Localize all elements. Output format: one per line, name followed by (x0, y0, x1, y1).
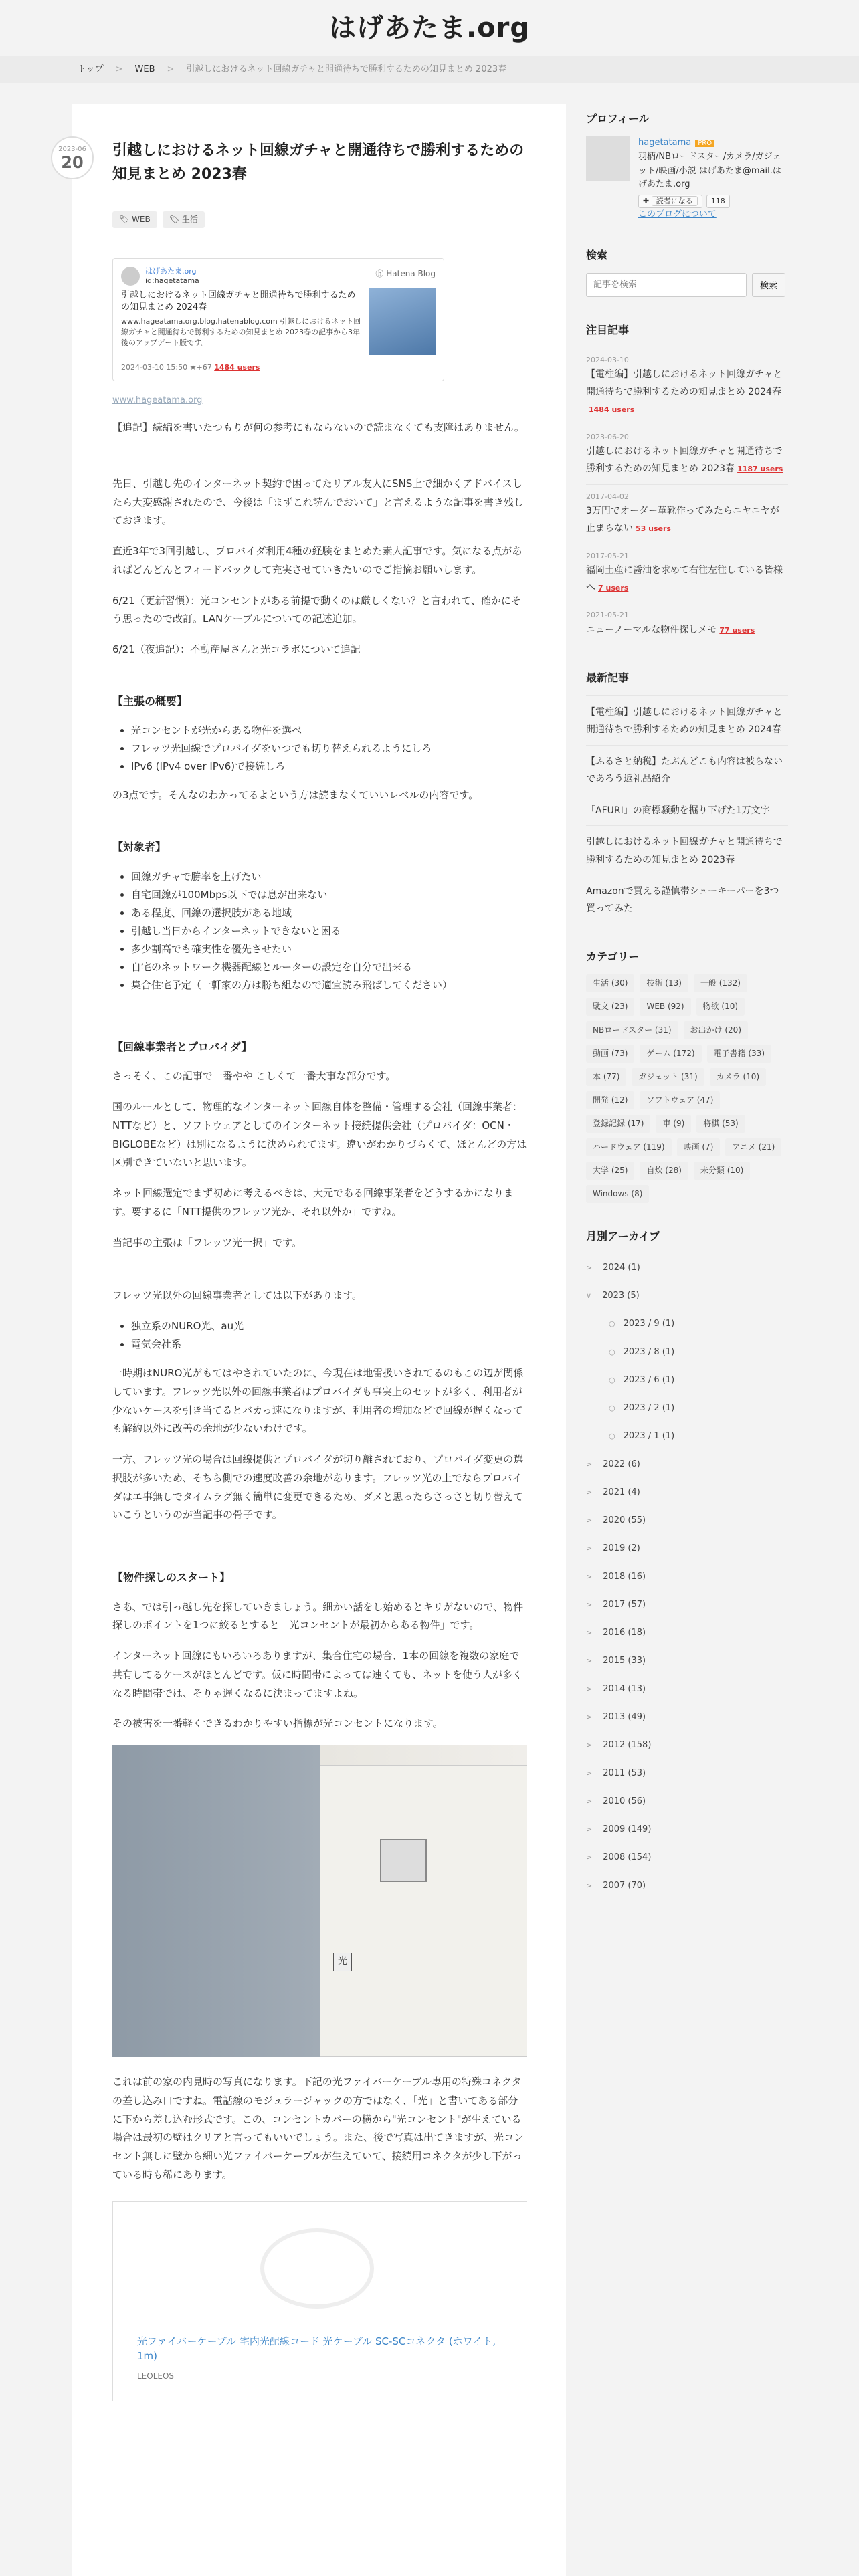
list-item[interactable] (586, 348, 788, 425)
paragraph: ネット回線選定でまず初めに考えるべきは、大元である回線事業者をどうするかになります。要するに「NTT提供のフレッツ光か、それ以外か」ですね。 (112, 1187, 514, 1218)
chevron-right-icon[interactable]: > (586, 1544, 593, 1553)
entry-body (112, 419, 527, 2401)
item-title[interactable]: 【電柱編】引越しにおけるネット回線ガチャと開通待ちで勝利するための知見まとめ 2024春 (586, 368, 783, 398)
heading-start: 【物件探しのスタート】 (112, 1571, 231, 1584)
category-tag[interactable]: 自炊 (28) (640, 1162, 688, 1180)
item-title[interactable]: 福岡土産に醤油を求めて右往左往している皆様へ (586, 564, 783, 594)
circle-icon: ○ (609, 1319, 615, 1329)
chevron-right-icon[interactable]: > (586, 1685, 593, 1694)
latest-heading: 最新記事 (586, 671, 630, 685)
latest-item[interactable]: 【電柱編】引越しにおけるネット回線ガチャと開通待ちで勝利するための知見まとめ 2024春 (586, 707, 783, 736)
paragraph: の3点です。そんなのわかってるよという方は読まなくていいレベルの内容です。 (112, 789, 479, 802)
list-item[interactable] (586, 603, 788, 645)
category-tag[interactable]: 本 (77) (586, 1068, 626, 1086)
item-date: 2017-04-02 (586, 492, 629, 501)
card-site: はげあたま.org (145, 267, 197, 276)
card-user: id:hagetatama (145, 276, 199, 285)
breadcrumb: トップ > WEB > 引越しにおけるネット回線ガチャと開通待ちで勝利するための知見まとめ 2023春 (0, 56, 859, 83)
chevron-down-icon[interactable]: ∨ (586, 1291, 592, 1301)
item-users[interactable]: 1187 users (737, 465, 783, 474)
chevron-right-icon[interactable]: > (586, 1881, 593, 1891)
category-tag[interactable]: アニメ (21) (725, 1138, 781, 1156)
archive-year-label[interactable]: 2008 (154) (603, 1852, 652, 1863)
category-tag[interactable]: カメラ (10) (710, 1068, 766, 1086)
paragraph: 先日、引越し先のインターネット契約で困ってたリアル友人にSNS上で細かくアドバイスしたら大変感謝されたので、今後は「まずこれ読んでおいて」と言えるような記事を書き残しておきます。 (112, 477, 524, 527)
avatar (121, 267, 140, 286)
archive-year[interactable] (586, 1563, 788, 1591)
archive-year-label[interactable]: 2009 (149) (603, 1824, 652, 1835)
search-button[interactable]: 検索 (752, 273, 785, 297)
chevron-right-icon[interactable]: > (586, 1516, 593, 1525)
latest-section (586, 669, 788, 924)
category-list (586, 974, 788, 1203)
site-header (0, 0, 859, 56)
archive-section (586, 1227, 788, 1900)
archive-year-label[interactable]: 2014 (13) (603, 1684, 646, 1695)
paragraph: その被害を一番軽くできるわかりやすい指標が光コンセントになります。 (112, 1717, 443, 1730)
paragraph: これは前の家の内見時の写真になります。下記の光ファイバーケーブル専用の特殊コネクタの差し込み口ですね。電話線のモジュラージャックの方ではなく、「光」と書いてある部分に下から差し込む形式です。この、コンセントカバーの横から"光コンセント"が生えている場合は最初の壁はクリアと言ってもいいでしょう。また、後で写真は出てきますが、光コンセント無しに壁から細い光ファイバーケーブルが生えていて、接続用コネクタが少し下がっている時も稀にあります。 (112, 2076, 524, 2181)
archive-year[interactable] (586, 1254, 788, 1282)
archive-year[interactable] (586, 1816, 788, 1844)
category-tag[interactable]: 開発 (12) (586, 1091, 634, 1109)
cable-image (260, 2228, 374, 2309)
item-users[interactable]: 53 users (636, 524, 671, 534)
circle-icon: ○ (609, 1404, 615, 1413)
list-item: • 光コンセントが光からある物件を選べ (131, 722, 527, 740)
profile-desc: 羽柄/NBロードスター/カメラ/ガジェット/映画/小説 はげあたま@mail.はげあたま.org (638, 151, 781, 190)
paragraph: フレッツ光以外の回線事業者としては以下があります。 (112, 1289, 363, 1302)
date-day: 20 (61, 153, 84, 172)
archive-month[interactable] (586, 1338, 788, 1366)
category-tag[interactable]: 一般 (132) (694, 974, 747, 992)
paragraph: 一時期はNURO光がもてはやされていたのに、今現在は地雷扱いされてるのもこの辺が関係しています。フレッツ光以外の回線事業者はプロバイダも事実上のセットが多く、利用者が少ないケースを引き当てるとバカっ速になりますが、利用者の増加などで回線が遅くなっても解約以外に改善の余地が少ないわけです。 (112, 1367, 524, 1435)
category-tag[interactable]: お出かけ (20) (684, 1021, 748, 1039)
archive-year-label[interactable]: 2012 (158) (603, 1740, 652, 1751)
circle-icon: ○ (609, 1432, 615, 1441)
archive-year-label[interactable]: 2010 (56) (603, 1796, 646, 1807)
optical-label: 光 (333, 1953, 352, 1971)
follow-button[interactable]: ✚ 読者になる (638, 195, 702, 208)
site-title[interactable]: はげあたま.org (328, 13, 531, 43)
category-tag[interactable]: ガジェット (31) (632, 1068, 704, 1086)
profile-heading: プロフィール (586, 112, 650, 125)
archive-month-label[interactable]: 2023 / 2 (1) (623, 1403, 675, 1414)
category-heading: カテゴリー (586, 950, 640, 964)
chevron-right-icon[interactable]: > (586, 1825, 593, 1834)
paragraph: インターネット回線にもいろいろありますが、集合住宅の場合、1本の回線を複数の家庭で共有してるケースがほとんどです。仮に時間帯によっては速くても、ネットを使う人が多くなる時間帯では、そりゃ遅くなるに決まってますよね。 (112, 1650, 523, 1699)
paragraph: 直近3年で3回引越し、プロバイダ利用4種の経験をまとめた素人記事です。気になる点があればどんどんとフィードバックして充実させていきたいのでご指摘お願いします。 (112, 545, 522, 576)
archive-year[interactable] (586, 1535, 788, 1563)
latest-item[interactable]: 【ふるさと納税】たぶんどこも内容は被らないであろう返礼品紹介 (586, 756, 783, 784)
card-thumbnail (369, 288, 436, 355)
chevron-right-icon[interactable]: > (586, 1741, 593, 1750)
breadcrumb-top[interactable]: トップ (78, 64, 104, 74)
pro-badge: PRO (695, 140, 714, 147)
circle-icon: ○ (609, 1348, 615, 1357)
source-link[interactable]: www.hageatama.org (112, 395, 203, 405)
sidebar (586, 110, 788, 1924)
optical-jack (380, 1839, 427, 1882)
product-brand: LEOLEOS (137, 2371, 175, 2381)
list-item[interactable] (586, 425, 788, 484)
archive-year[interactable] (586, 1872, 788, 1900)
latest-item[interactable]: 引越しにおけるネット回線ガチャと開通待ちで勝利するための知見まとめ 2023春 (586, 837, 783, 865)
archive-year-label[interactable]: 2017 (57) (603, 1600, 646, 1610)
chevron-right-icon[interactable]: > (586, 1460, 593, 1469)
archive-year-label[interactable]: 2018 (16) (603, 1572, 646, 1582)
archive-year-label[interactable]: 2007 (70) (603, 1881, 646, 1891)
chevron-right-icon[interactable]: > (586, 1600, 593, 1610)
card-date: 2024-03-10 15:50 ★+67 (121, 362, 212, 372)
item-users[interactable]: 1484 users (589, 405, 635, 415)
category-tag[interactable]: 未分類 (10) (694, 1162, 750, 1180)
list-item[interactable] (586, 544, 788, 603)
archive-year[interactable] (586, 1703, 788, 1731)
product-title[interactable]: 光ファイバーケーブル 宅内光配線コード 光ケーブル SC-SCコネクタ (ホワイト, 1m) (137, 2335, 496, 2363)
tag-label: 生活 (181, 215, 198, 224)
category-tag[interactable]: ソフトウェア (47) (640, 1091, 720, 1109)
category-tag[interactable]: 物欲 (10) (696, 998, 745, 1016)
item-users[interactable]: 77 users (719, 625, 755, 635)
archive-month[interactable] (586, 1310, 788, 1338)
archive-year[interactable] (586, 1619, 788, 1647)
list-item: • 集合住宅予定（一軒家の方は勝ち組なので適宜読み飛ばしてください） (131, 976, 527, 994)
item-date: 2023-06-20 (586, 432, 629, 441)
category-tag[interactable]: 電子書籍 (33) (707, 1045, 771, 1063)
chevron-right-icon[interactable]: > (586, 1572, 593, 1582)
item-title[interactable]: 3万円でオーダー革靴作ってみたらニヤニヤが止まらない (586, 506, 779, 534)
card-meta (121, 361, 260, 374)
category-tag[interactable]: 生活 (30) (586, 974, 634, 992)
archive-year-label[interactable]: 2023 (5) (602, 1291, 640, 1301)
archive-year[interactable] (586, 1844, 788, 1872)
archive-month-label[interactable]: 2023 / 1 (1) (623, 1431, 675, 1442)
archive-year[interactable] (586, 1591, 788, 1619)
item-title[interactable]: ニューノーマルな物件探しメモ (586, 624, 717, 635)
archive-month[interactable] (586, 1394, 788, 1422)
heading-target: 【対象者】 (112, 841, 167, 854)
paragraph: 6/21（更新習慣）：光コンセントがある前提で動くのは厳しくない？と言われて、確かにそう思ったので改訂。LANケーブルについての記述追加。 (112, 594, 521, 625)
chevron-right-icon[interactable]: > (586, 1713, 593, 1722)
paragraph: 6/21（夜追記）：不動産屋さんと光コラボについて追記 (112, 643, 361, 655)
paragraph: 【追記】続編を書いたつもりが何の参考にもならないので読まなくても支障はありません。 (112, 421, 524, 433)
date-badge (51, 136, 94, 179)
category-tag[interactable]: 映画 (7) (677, 1138, 721, 1156)
list-item: • 回線ガチャで勝率を上げたい (131, 868, 527, 886)
list-item[interactable] (586, 484, 788, 544)
date-year: 2023-06 (58, 146, 86, 153)
archive-year[interactable] (586, 1788, 788, 1816)
heading-isp: 【回線事業者とプロバイダ】 (112, 1040, 252, 1053)
chevron-right-icon[interactable]: > (586, 1263, 593, 1273)
target-list (112, 868, 527, 994)
search-heading: 検索 (586, 248, 608, 261)
category-tag[interactable]: ゲーム (172) (640, 1045, 701, 1063)
tag-label: WEB (132, 215, 151, 224)
archive-year-label[interactable]: 2019 (2) (603, 1543, 640, 1554)
category-tag[interactable]: 将棋 (53) (696, 1115, 745, 1133)
paragraph: 当記事の主張は「フレッツ光一択」です。 (112, 1236, 302, 1249)
hatena-blog-logo: ⓗ Hatena Blog (375, 269, 436, 278)
latest-item[interactable]: 「AFURI」の商標騒動を掘り下げた1万文字 (586, 805, 770, 817)
category-tag[interactable]: 大学 (25) (586, 1162, 634, 1180)
archive-year[interactable] (586, 1675, 788, 1703)
archive-month-label[interactable]: 2023 / 9 (1) (623, 1319, 675, 1329)
archive-month[interactable] (586, 1366, 788, 1394)
breadcrumb-current: 引越しにおけるネット回線ガチャと開通待ちで勝利するための知見まとめ 2023春 (186, 64, 507, 74)
list-item: • 引越し当日からインターネットできないと困る (131, 922, 527, 940)
paragraph: 国のルールとして、物理的なインターネット回線自体を整備・管理する会社（回線事業者：NTTなど）と、ソフトウェアとしてのインターネット接続提供会社（プロバイダ：OCN・BIGLOBEなど）は別になるように決められてます。違いがわかりづらくて、ほとんどの方は区別できていないと思います。 (112, 1101, 527, 1169)
archive-year-label[interactable]: 2011 (53) (603, 1768, 646, 1779)
category-tag[interactable]: WEB (92) (640, 998, 690, 1016)
chevron-right-icon[interactable]: > (586, 1628, 593, 1638)
search-input[interactable] (586, 273, 747, 297)
latest-item[interactable]: Amazonで買える謹慎帯シューキーパーを3つ買ってみた (586, 885, 779, 915)
profile-image[interactable] (586, 136, 630, 181)
product-card[interactable] (112, 2201, 527, 2401)
archive-year-label[interactable]: 2015 (33) (603, 1656, 646, 1667)
chevron-right-icon[interactable]: > (586, 1797, 593, 1806)
item-date: 2021-05-21 (586, 611, 629, 620)
heading-summary: 【主張の概要】 (112, 694, 188, 708)
archive-year-label[interactable]: 2021 (4) (603, 1487, 640, 1498)
archive-heading: 月別アーカイブ (586, 1230, 660, 1243)
item-date: 2017-05-21 (586, 551, 629, 560)
breadcrumb-web[interactable]: WEB (134, 64, 155, 74)
item-date: 2024-03-10 (586, 355, 629, 364)
tag-web[interactable]: 🏷 WEB (112, 211, 157, 228)
circle-icon: ○ (609, 1376, 615, 1385)
category-section (586, 948, 788, 1203)
archive-year-label[interactable]: 2022 (6) (603, 1459, 640, 1470)
blog-card[interactable] (112, 258, 444, 381)
paragraph: さっそく、この記事で一番やや こしくて一番大事な部分です。 (112, 1070, 396, 1083)
summary-list (112, 722, 527, 776)
search-section (586, 246, 788, 297)
chevron-right-icon[interactable]: > (586, 1656, 593, 1666)
category-tag[interactable]: 車 (9) (656, 1115, 691, 1133)
paragraph: 一方、フレッツ光の場合は回線提供とプロバイダが切り離されており、プロバイダ変更の選択肢が多いため、そちら側での速度改善の余地があります。フレッツ光の上でならプロバイダはエ事無しでタイムラグ無く簡単に変更できるため、ダメと思ったらさっさと切り替えていこうというのが当記事の骨子です。 (112, 1453, 524, 1521)
entry-title[interactable]: 引越しにおけるネット回線ガチャと開通待ちで勝利するための知見まとめ 2023春 (112, 142, 524, 183)
tag-life[interactable]: 🏷 生活 (163, 211, 205, 228)
list-item: • 自宅のネットワーク機器配線とルーターの設定を自分で出来る (131, 958, 527, 976)
list-item: • 自宅回線が100Mbps以下では息が出来ない (131, 886, 527, 904)
archive-year[interactable] (586, 1759, 788, 1788)
archive-month-label[interactable]: 2023 / 8 (1) (623, 1347, 675, 1358)
archive-year[interactable] (586, 1647, 788, 1675)
hatena-label: Hatena Blog (386, 269, 436, 278)
archive-list (586, 1254, 788, 1900)
card-title: 引越しにおけるネット回線ガチャと開通待ちで勝利するための知見まとめ 2024春 (121, 290, 356, 312)
chevron-right-icon[interactable]: > (586, 1853, 593, 1862)
follower-count: 118 (706, 195, 730, 208)
featured-heading: 注目記事 (586, 323, 630, 336)
archive-year[interactable] (586, 1282, 788, 1310)
category-tag[interactable]: 駄文 (23) (586, 998, 634, 1016)
category-tag[interactable]: Windows (8) (586, 1185, 649, 1203)
article (58, 104, 566, 2576)
card-users[interactable]: 1484 users (214, 362, 260, 372)
outlet-plate (320, 1765, 527, 2057)
outlet-photo (112, 1745, 527, 2057)
profile-id[interactable]: hagetatama (638, 138, 692, 148)
list-item: • 電気会社系 (131, 1335, 527, 1354)
archive-year-label[interactable]: 2016 (18) (603, 1628, 646, 1638)
others-list (112, 1317, 527, 1354)
archive-year[interactable] (586, 1731, 788, 1759)
follow-label: 読者になる (652, 196, 698, 206)
chevron-right-icon[interactable]: > (586, 1769, 593, 1778)
list-item: • フレッツ光回線でプロバイダをいつでも切り替えられるようにしろ (131, 740, 527, 758)
archive-month-label[interactable]: 2023 / 6 (1) (623, 1375, 675, 1386)
paragraph: さあ、では引っ越し先を探していきましょう。細かい話をし始めるとキリがないので、物件探しのポイントを1つに絞るとすると「光コンセントが最初からある物件」です。 (112, 1600, 524, 1632)
category-tag[interactable]: 技術 (13) (640, 974, 688, 992)
archive-year-label[interactable]: 2013 (49) (603, 1712, 646, 1723)
category-tag[interactable]: NBロードスター (31) (586, 1021, 678, 1039)
featured-section (586, 321, 788, 645)
entry-tags (112, 211, 205, 228)
archive-year[interactable] (586, 1451, 788, 1479)
about-link[interactable]: このブログについて (638, 209, 717, 219)
list-item: • 独立系のNURO光、au光 (131, 1317, 527, 1335)
card-desc: www.hageatama.org.blog.hatenablog.com 引越しにおけるネット回線ガチャと開通待ちで勝利するための知見まとめ 2023春の記事から3年後のアップデート版です。 (121, 317, 361, 347)
archive-year[interactable] (586, 1479, 788, 1507)
chevron-right-icon[interactable]: > (586, 1488, 593, 1497)
category-tag[interactable]: ハードウェア (119) (586, 1138, 672, 1156)
archive-year[interactable] (586, 1507, 788, 1535)
item-users[interactable]: 7 users (598, 584, 629, 593)
archive-year-label[interactable]: 2020 (55) (603, 1515, 646, 1526)
list-item: • ある程度、回線の選択肢がある地域 (131, 904, 527, 922)
archive-year-label[interactable]: 2024 (1) (603, 1263, 640, 1273)
list-item: • 多少割高でも確実性を優先させたい (131, 940, 527, 958)
category-tag[interactable]: 動画 (73) (586, 1045, 634, 1063)
category-tag[interactable]: 登録記録 (17) (586, 1115, 650, 1133)
archive-month[interactable] (586, 1422, 788, 1451)
item-title[interactable]: 引越しにおけるネット回線ガチャと開通待ちで勝利するための知見まとめ 2023春 (586, 446, 783, 475)
list-item: • IPv6 (IPv4 over IPv6)で接続しろ (131, 758, 527, 776)
profile-section (586, 110, 788, 222)
